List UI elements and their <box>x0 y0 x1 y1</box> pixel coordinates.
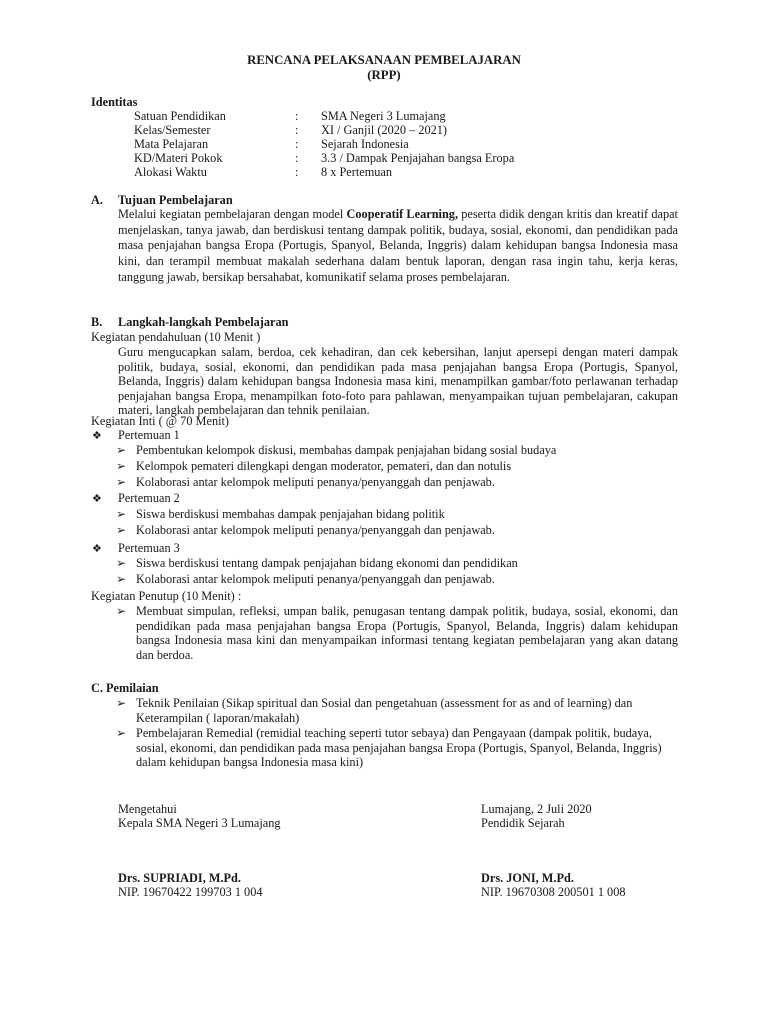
pertemuan-title: Pertemuan 3 <box>118 541 180 555</box>
identitas-colon: : <box>295 137 299 151</box>
document-title: RENCANA PELAKSANAAN PEMBELAJARAN <box>247 53 521 67</box>
arrow-bullet-icon: ➢ <box>116 726 127 740</box>
arrow-bullet-icon: ➢ <box>116 604 127 618</box>
kegiatan-penutup-label: Kegiatan Penutup (10 Menit) : <box>91 589 242 603</box>
penutup-paragraph: Membuat simpulan, refleksi, umpan balik, penugasan tentang dampak politik, budaya, sosial, ekonomi, dan pendidikan pada masa penjajahan bangsa Eropa (Portugis, Spanyol, Belanda, Inggris) dalam kehidupan bangsa Indonesia masa kini dan menyampaikan informasi tentang kegiatan pembelajaran yang akan datang dan berdoa. <box>136 604 678 662</box>
signature-right-name: Drs. JONI, M.Pd. <box>481 871 574 885</box>
list-item: Siswa berdiskusi tentang dampak penjajahan bidang ekonomi dan pendidikan <box>136 556 518 570</box>
signature-left-line1: Mengetahui <box>118 802 177 816</box>
section-a-letter: A. <box>91 193 103 207</box>
list-item: Kolaborasi antar kelompok meliputi penanya/penyanggah dan penjawab. <box>136 523 495 537</box>
pertemuan-title: Pertemuan 2 <box>118 491 180 505</box>
list-item: Pembentukan kelompok diskusi, membahas dampak penjajahan bidang sosial budaya <box>136 443 557 457</box>
pendahuluan-paragraph: Guru mengucapkan salam, berdoa, cek kehadiran, dan cek kebersihan, lanjut apersepi dengan materi dampak politik, budaya, sosial, ekonomi, dan pendidikan pada masa penjajahan bangsa Eropa (Portugis, Spanyol, Belanda, Inggris) dalam kehidupan bangsa Indonesia masa kini, menampilkan gambar/foto perlawanan terhadap penjajahan bangsa Eropa, menampilkan foto-foto para pahlawan, menyampaikan tujuan pembelajaran, cakupan materi, langkah pembelajaran dan tehnik penilaian. <box>118 345 678 417</box>
arrow-bullet-icon: ➢ <box>116 572 127 586</box>
arrow-bullet-icon: ➢ <box>116 696 127 710</box>
arrow-bullet-icon: ➢ <box>116 523 127 537</box>
identitas-value: 8 x Pertemuan <box>321 165 393 179</box>
arrow-bullet-icon: ➢ <box>116 475 127 489</box>
identitas-label: Satuan Pendidikan <box>134 109 226 123</box>
section-b-heading: Langkah-langkah Pembelajaran <box>118 315 289 329</box>
list-item: Siswa berdiskusi membahas dampak penjajahan bidang politik <box>136 507 445 521</box>
pertemuan-title: Pertemuan 1 <box>118 428 180 442</box>
diamond-bullet-icon: ❖ <box>92 493 102 505</box>
identitas-label: Kelas/Semester <box>134 123 211 137</box>
document-subtitle: (RPP) <box>367 68 401 82</box>
identitas-value: XI / Ganjil (2020 – 2021) <box>321 123 448 137</box>
identitas-value: 3.3 / Dampak Penjajahan bangsa Eropa <box>321 151 515 165</box>
list-item: Kelompok pemateri dilengkapi dengan moderator, pemateri, dan dan notulis <box>136 459 512 473</box>
kegiatan-pendahuluan-label: Kegiatan pendahuluan (10 Menit ) <box>91 330 261 344</box>
arrow-bullet-icon: ➢ <box>116 459 127 473</box>
section-a-heading: Tujuan Pembelajaran <box>118 193 233 207</box>
signature-right-line1: Lumajang, 2 Juli 2020 <box>481 802 592 816</box>
arrow-bullet-icon: ➢ <box>116 443 127 457</box>
identitas-colon: : <box>295 109 299 123</box>
identitas-colon: : <box>295 151 299 165</box>
section-c-heading: C. Pemilaian <box>91 681 159 695</box>
list-item: Kolaborasi antar kelompok meliputi penanya/penyanggah dan penjawab. <box>136 475 495 489</box>
tujuan-paragraph: Melalui kegiatan pembelajaran dengan model Cooperatif Learning, peserta didik dengan kritis dan kreatif dapat menjelaskan, tanya jawab, dan berdiskusi tentang dampak politik, budaya, sosial, ekonomi, dan pendidikan pada masa penjajahan bangsa Eropa (Portugis, Spanyol, Belanda, Inggris) dalam kehidupan bangsa Indonesia masa kini, dan terampil membuat makalah sederhana dalam bentuk laporan, dengan rasa ingin tahu, kerja keras, tanggung jawab, bersikap bersahabat, komunikatif selama proses pembelajaran. <box>118 207 678 284</box>
signature-left-nip: NIP. 19670422 199703 1 004 <box>118 885 263 899</box>
section-b-letter: B. <box>91 315 103 329</box>
identitas-value: Sejarah Indonesia <box>321 137 409 151</box>
identitas-label: Alokasi Waktu <box>134 165 207 179</box>
diamond-bullet-icon: ❖ <box>92 430 102 442</box>
identitas-label: Mata Pelajaran <box>134 137 209 151</box>
arrow-bullet-icon: ➢ <box>116 507 127 521</box>
list-item: Kolaborasi antar kelompok meliputi penanya/penyanggah dan penjawab. <box>136 572 495 586</box>
identitas-colon: : <box>295 165 299 179</box>
identitas-colon: : <box>295 123 299 137</box>
kegiatan-inti-label: Kegiatan Inti ( @ 70 Menit) <box>91 414 230 428</box>
signature-left-line2: Kepala SMA Negeri 3 Lumajang <box>118 816 281 830</box>
identitas-label: KD/Materi Pokok <box>134 151 223 165</box>
diamond-bullet-icon: ❖ <box>92 543 102 555</box>
signature-left-name: Drs. SUPRIADI, M.Pd. <box>118 871 241 885</box>
list-item: Teknik Penilaian (Sikap spiritual dan Sosial dan pengetahuan (assessment for as and of learning) dan Keterampilan ( laporan/makalah) <box>136 696 633 725</box>
identitas-heading: Identitas <box>91 95 138 109</box>
signature-right-line2: Pendidik Sejarah <box>481 816 565 830</box>
model-name: Cooperatif Learning, <box>346 207 459 221</box>
arrow-bullet-icon: ➢ <box>116 556 127 570</box>
identitas-value: SMA Negeri 3 Lumajang <box>321 109 446 123</box>
list-item: Pembelajaran Remedial (remidial teaching seperti tutor sebaya) dan Pengayaan (dampak politik, budaya, sosial, ekonomi, dan pendidikan pada masa penjajahan bangsa Eropa (Portugis, Spanyol, Belanda, Inggris) dalam kehidupan bangsa Indonesia masa kini) <box>136 726 662 770</box>
signature-right-nip: NIP. 19670308 200501 1 008 <box>481 885 626 899</box>
